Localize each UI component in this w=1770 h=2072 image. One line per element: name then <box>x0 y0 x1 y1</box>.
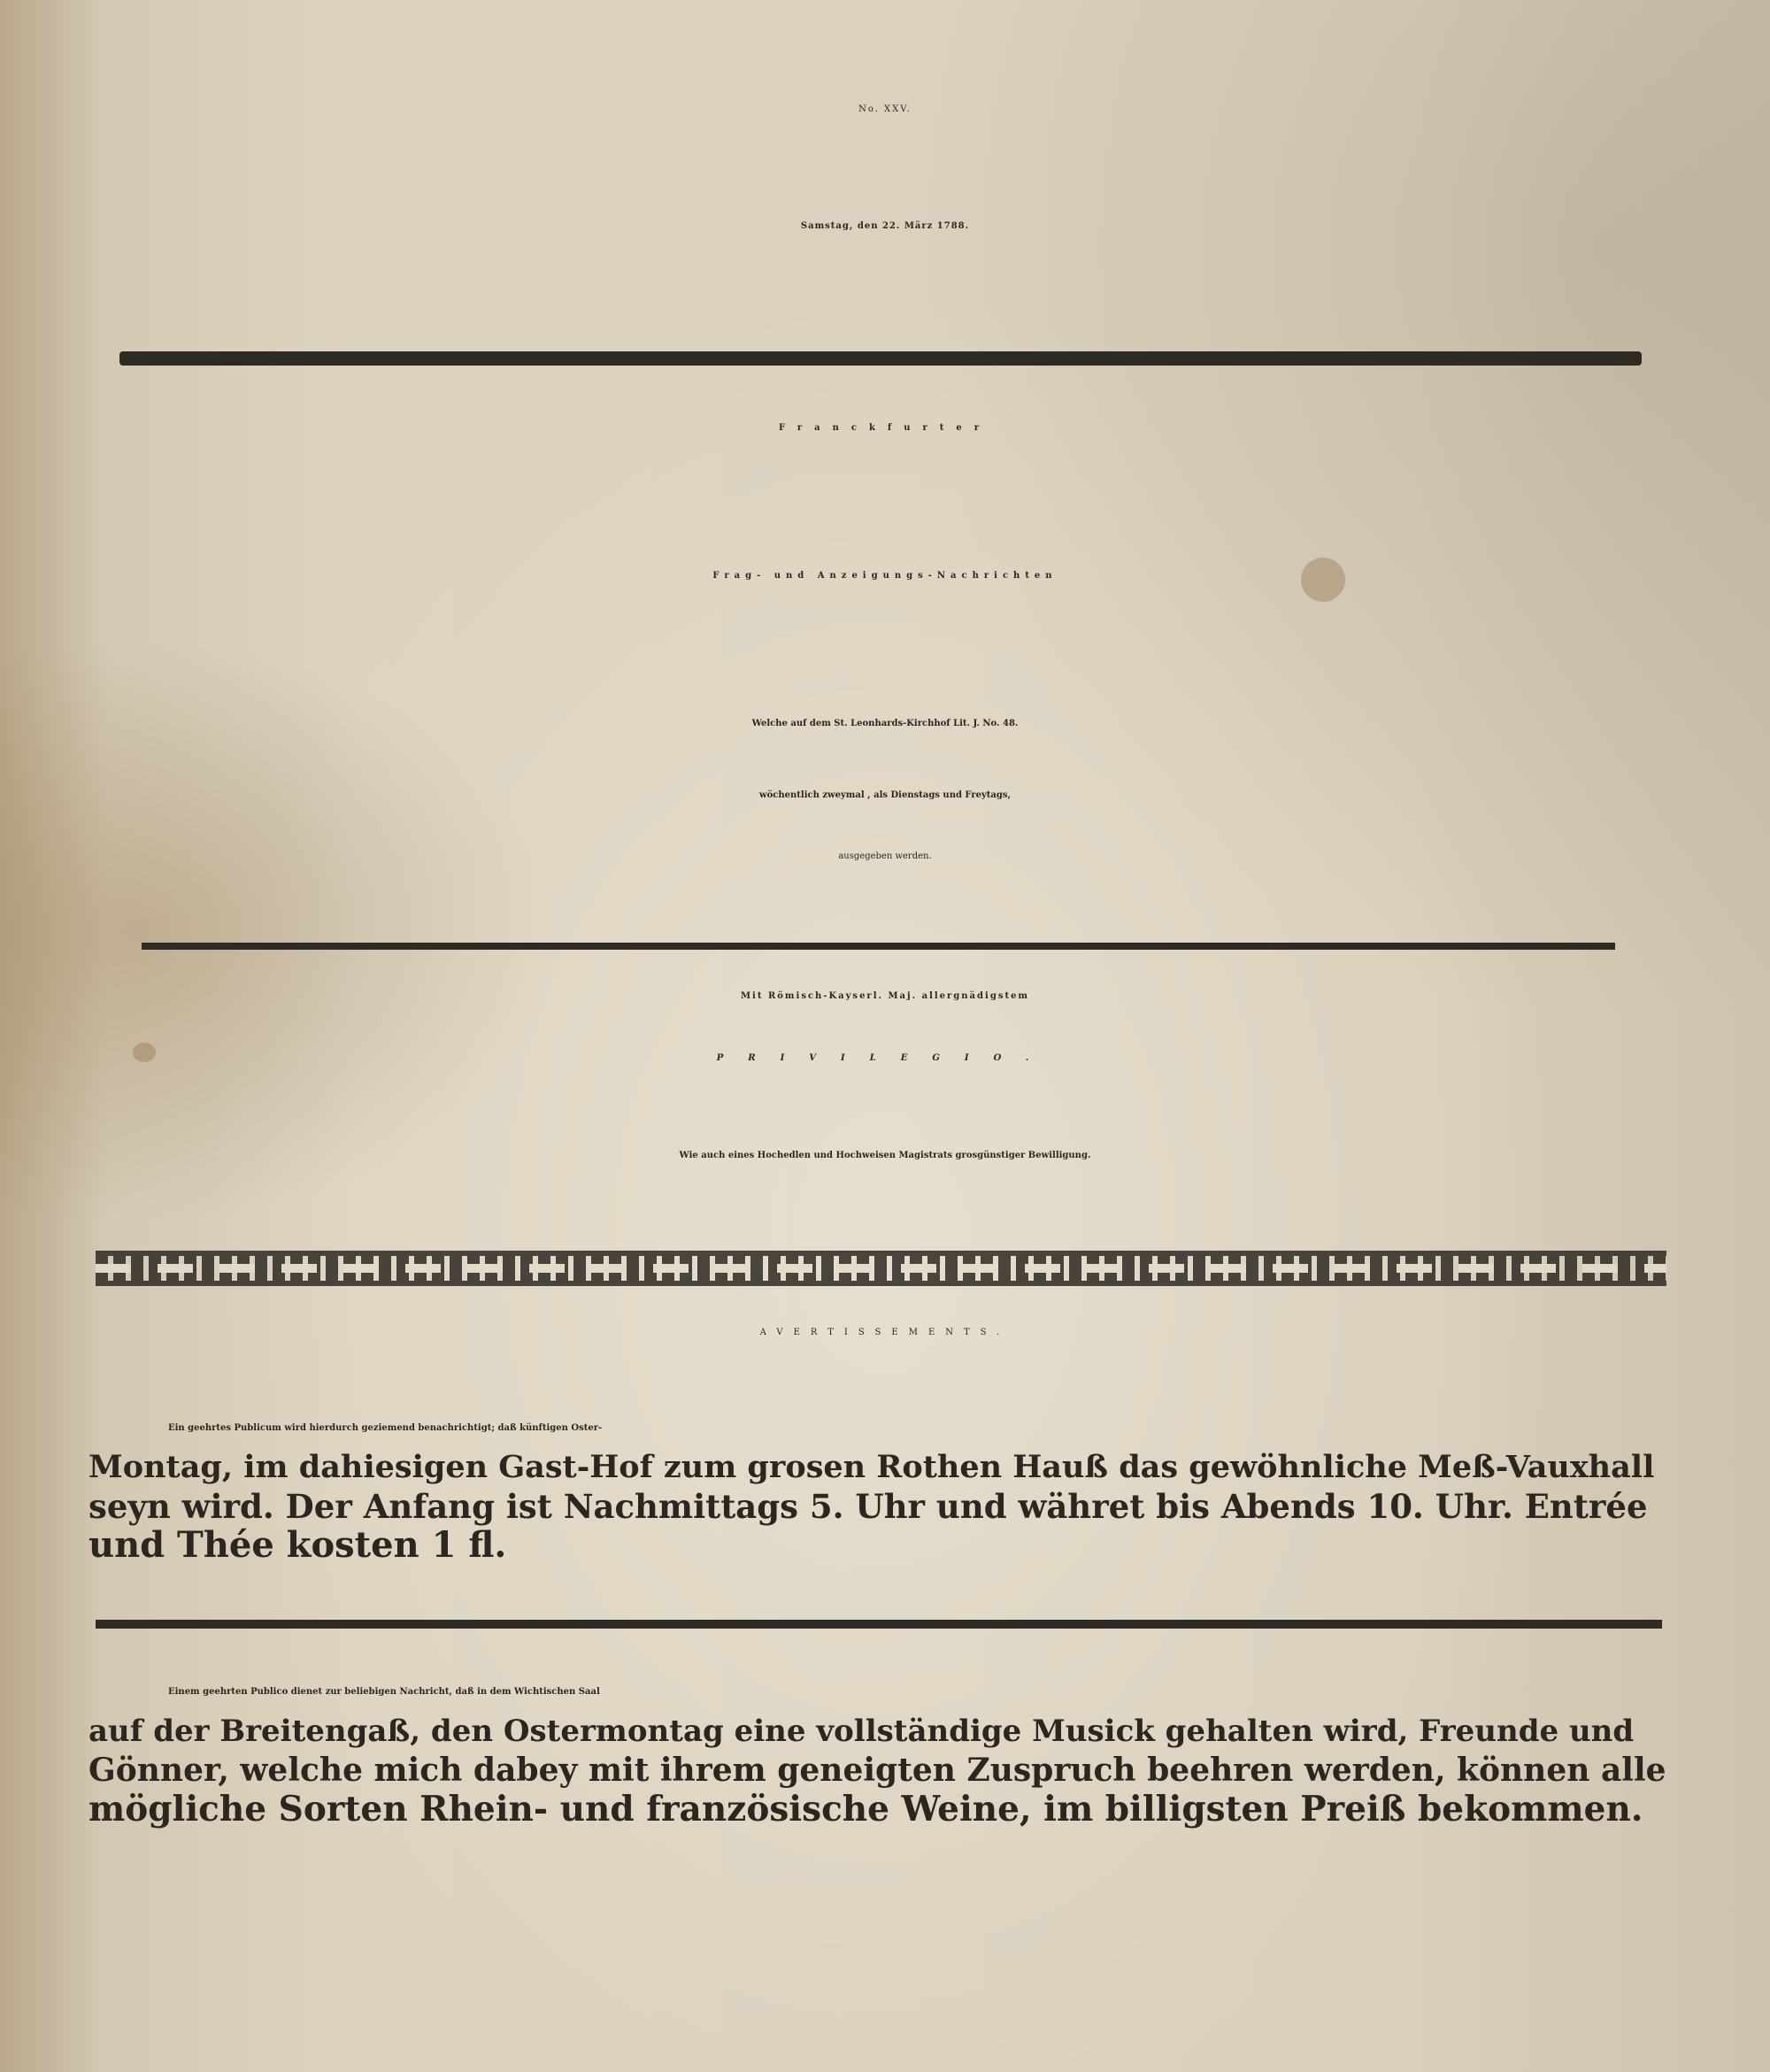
magistrate-approval: Wie auch eines Hochedlen und Hochweisen Magistrats grosgünstiger Bewilligung. <box>679 1151 1091 1160</box>
issue-number: No. XXV. <box>858 104 912 114</box>
ad-line: und Thée kosten 1 fl. <box>88 1524 507 1566</box>
section-heading: AVERTISSEMENTS. <box>759 1328 1011 1337</box>
ad-line: auf der Breitengaß, den Ostermontag eine vollständige Musick gehalten wird, Freunde und <box>88 1714 1635 1749</box>
ad-line: Montag, im dahiesigen Gast-Hof zum grosen Rothen Hauß das gewöhnliche Meß-Vauxhall <box>88 1449 1655 1485</box>
top-rule <box>119 351 1642 366</box>
advertisement <box>88 1409 1668 1565</box>
advertisement-separator <box>96 1620 1662 1629</box>
privilege-title: PRIVILEGIO. <box>716 1053 1054 1063</box>
divider-rule <box>142 943 1615 950</box>
ad-line: Einem geehrten Publico dienet zur beliebigen Nachricht, daß in dem Wichtischen Saal <box>168 1687 600 1697</box>
advertisement <box>88 1673 1668 1829</box>
issue-date: Samstag, den 22. März 1788. <box>800 221 970 231</box>
ad-line: Gönner, welche mich dabey mit ihrem geneigten Zuspruch beehren werden, können alle <box>88 1752 1666 1789</box>
privilege-line: Mit Römisch-Kayserl. Maj. allergnädigstem <box>740 991 1030 1001</box>
publication-issued: ausgegeben werden. <box>838 851 932 861</box>
publication-schedule: wöchentlich zweymal , als Dienstags und Freytags, <box>759 790 1011 800</box>
newspaper-title-line2: Frag- und Anzeigungs-Nachrichten <box>712 571 1058 581</box>
publication-address: Welche auf dem St. Leonhards-Kirchhof Lit. J. No. 48. <box>751 719 1019 728</box>
ad-line: Ein geehrtes Publicum wird hierdurch geziemend benachrichtigt; daß künftigen Oster- <box>168 1423 603 1433</box>
ad-line: seyn wird. Der Anfang ist Nachmittags 5. Uhr und währet bis Abends 10. Uhr. Entrée <box>88 1487 1648 1526</box>
newspaper-title-line1: Franckfurter <box>778 423 992 433</box>
ornamental-border <box>96 1251 1666 1286</box>
ad-line: mögliche Sorten Rhein- und französische Weine, im billigsten Preiß bekommen. <box>88 1789 1643 1829</box>
